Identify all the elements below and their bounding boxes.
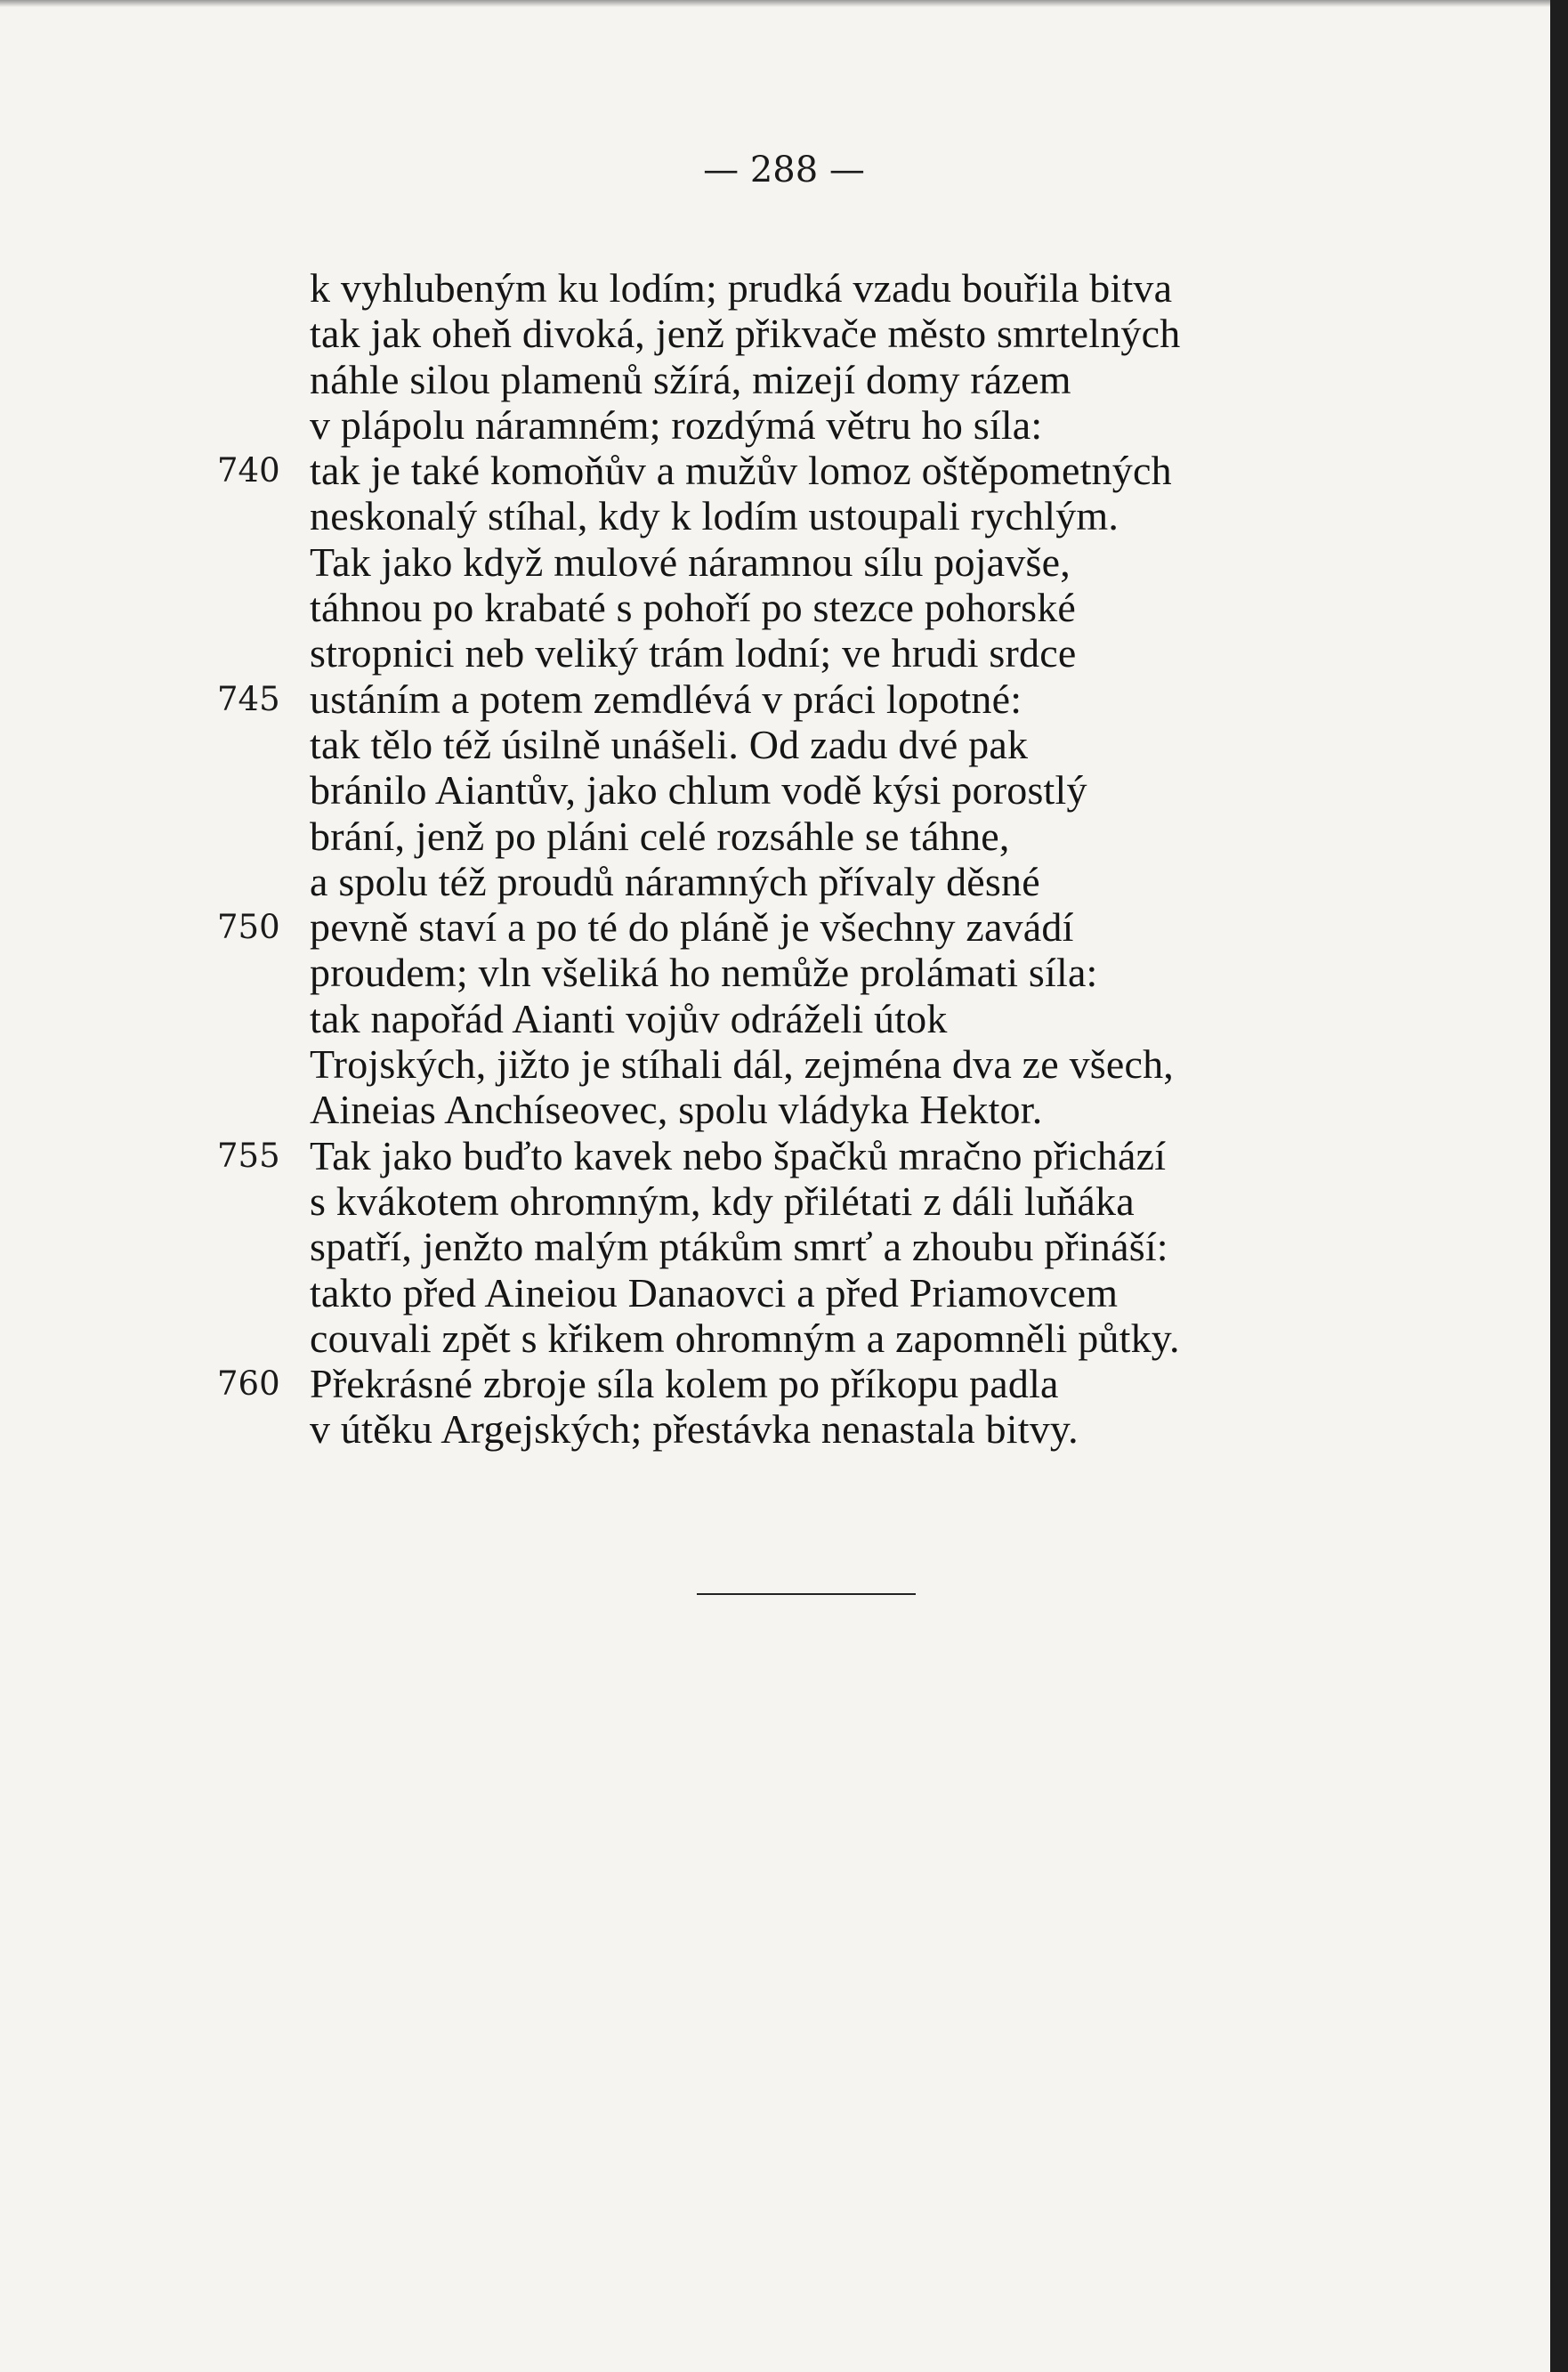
poem-line: [0, 950, 1531, 995]
poem-line: [0, 1361, 1531, 1406]
poem-line: [0, 1178, 1531, 1224]
line-text: brání, jenž po pláni celé rozsáhle se táhne,: [310, 813, 1010, 859]
line-text: spatří, jenžto malým ptákům smrť a zhoubu přináší:: [310, 1224, 1168, 1270]
line-text: takto před Aineiou Danaovci a před Priamovcem: [310, 1269, 1119, 1316]
poem-line: [0, 1224, 1531, 1269]
poem-line: [0, 1087, 1531, 1132]
line-text: k vyhlubeným ku lodím; prudká vzadu bouřila bitva: [310, 265, 1173, 311]
poem-line: [0, 996, 1531, 1041]
line-text: Tak jako buďto kavek nebo špačků mračno přichází: [310, 1132, 1167, 1178]
line-text: neskonalý stíhal, kdy k lodím ustoupali rychlým.: [310, 493, 1119, 539]
poem-line: [0, 448, 1531, 493]
poem-line: [0, 722, 1531, 767]
line-text: pevně staví a po té do pláně je všechny zavádí: [310, 904, 1074, 951]
line-text: stropnici neb veliký trám lodní; ve hrudi srdce: [310, 630, 1077, 676]
poem-line: [0, 493, 1531, 538]
line-text: ustáním a potem zemdlévá v práci lopotné:: [310, 676, 1022, 722]
line-text: bránilo Aiantův, jako chlum vodě kýsi porostlý: [310, 767, 1087, 814]
line-text: couvali zpět s křikem ohromným a zapomněli půtky.: [310, 1315, 1180, 1361]
poem-line: [0, 904, 1531, 950]
poem-line: [0, 265, 1531, 311]
line-number: 755: [217, 1136, 280, 1175]
poem-line: [0, 1406, 1531, 1452]
line-text: proudem; vln všeliká ho nemůže prolámati síla:: [310, 950, 1098, 996]
line-text: Tak jako když mulové náramnou sílu pojavše,: [310, 538, 1071, 585]
line-text: tak jak oheň divoká, jenž přikvače město smrtelných: [310, 311, 1181, 357]
poem-line: [0, 402, 1531, 448]
line-number: 760: [217, 1364, 280, 1404]
end-of-chapter-rule: [697, 1593, 916, 1595]
line-text: v útěku Argejských; přestávka nenastala bitvy.: [310, 1406, 1079, 1453]
line-number: 750: [217, 908, 280, 947]
line-text: Aineias Anchíseovec, spolu vládyka Hektor.: [310, 1087, 1043, 1133]
line-text: tak tělo též úsilně unášeli. Od zadu dvé pak: [310, 721, 1029, 767]
poem-line: [0, 767, 1531, 813]
line-text: v plápolu náramném; rozdýmá větru ho síla:: [310, 401, 1043, 448]
line-text: s kvákotem ohromným, kdy přilétati z dáli luňáka: [310, 1178, 1135, 1224]
line-text: táhnou po krabaté s pohoří po stezce pohorské: [310, 585, 1077, 631]
line-text: tak je také komoňův a mužův lomoz oštěpometných: [310, 448, 1172, 494]
line-text: tak napořád Aianti vojův odráželi útok: [310, 995, 948, 1041]
poem-line: [0, 676, 1531, 722]
poem-text: [0, 265, 1531, 1453]
line-number: 745: [217, 679, 280, 718]
poem-line: [0, 585, 1531, 630]
poem-line: [0, 311, 1531, 356]
line-text: Trojských, jižto je stíhali dál, zejména dva ze všech,: [310, 1041, 1175, 1088]
poem-line: [0, 1041, 1531, 1087]
line-number: 740: [217, 451, 280, 490]
poem-line: [0, 859, 1531, 904]
scan-top-edge: [0, 0, 1568, 7]
scan-right-border: [1550, 0, 1568, 2372]
poem-line: [0, 814, 1531, 859]
poem-line: [0, 1316, 1531, 1361]
poem-line: [0, 539, 1531, 585]
line-text: náhle silou plamenů sžírá, mizejí domy rázem: [310, 356, 1071, 402]
line-text: Překrásné zbroje síla kolem po příkopu padla: [310, 1361, 1059, 1407]
poem-line: [0, 630, 1531, 676]
page-number: — 288 —: [703, 150, 865, 190]
poem-line: [0, 1270, 1531, 1316]
poem-line: [0, 1133, 1531, 1178]
line-text: a spolu též proudů náramných přívaly děsné: [310, 858, 1040, 904]
poem-line: [0, 357, 1531, 402]
